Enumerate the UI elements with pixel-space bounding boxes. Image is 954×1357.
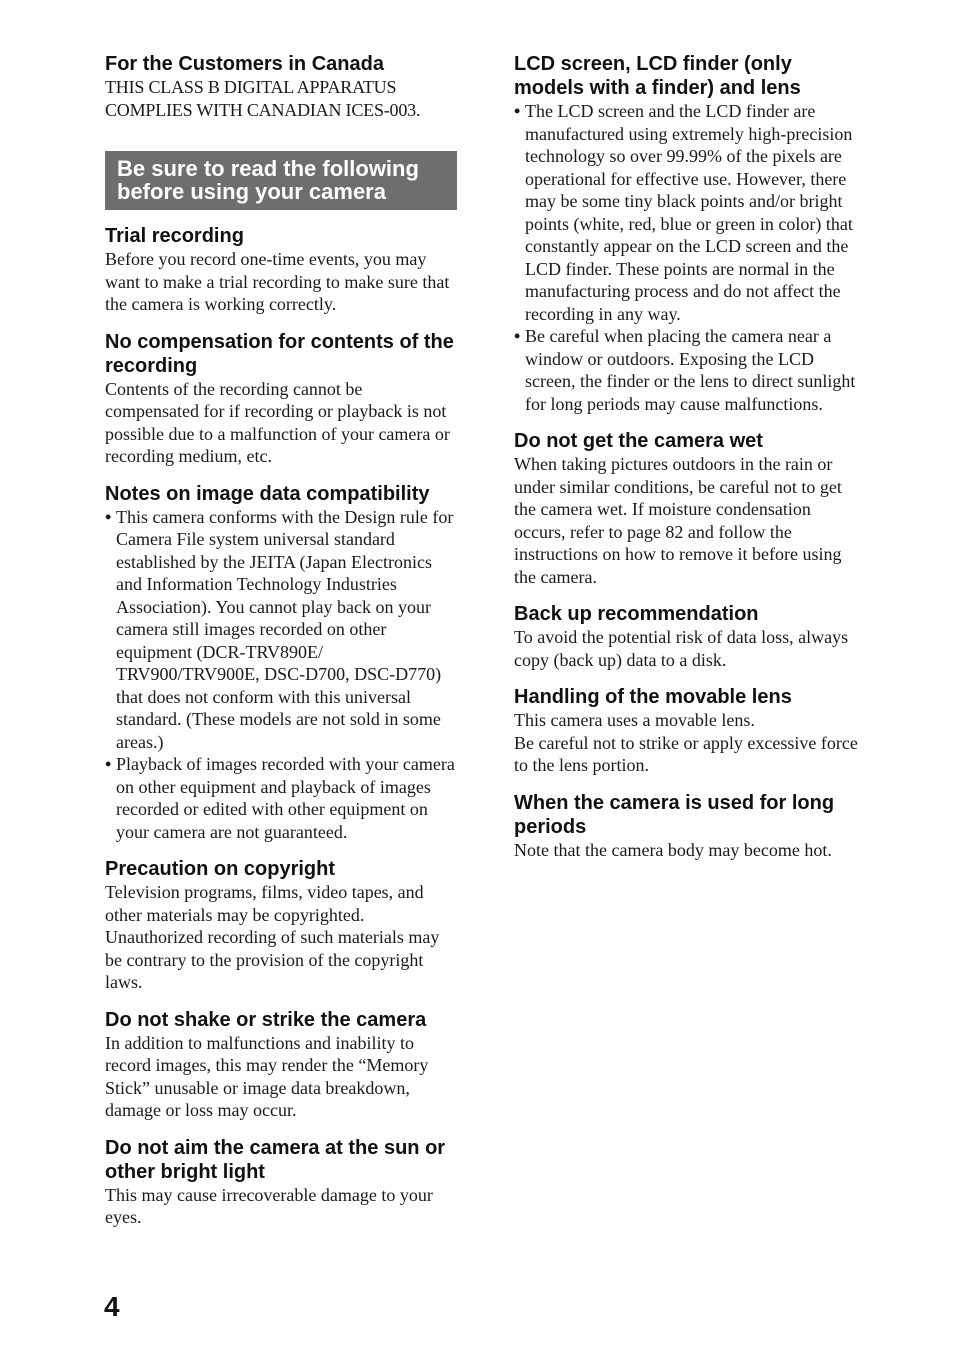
list-item: • This camera conforms with the Design rule for Camera File system universal standard established by the JEITA (Japan Electronics and Information Technology Industries Association). You cannot play back on your camera still images recorded on other equipment (DCR-TRV890E/ TRV900/TRV900E, DSC-D700, DSC-D770) that does not conform with this universal standard. (These models are not sold in some areas.) [105, 506, 457, 754]
long-use-heading: When the camera is used for long periods [514, 791, 835, 838]
trial-recording-section [105, 224, 457, 316]
sun-section [105, 1136, 457, 1229]
compensation-heading: No compensation for contents of the recording [105, 330, 454, 377]
lens-heading: Handling of the movable lens [514, 686, 792, 708]
trial-recording-text: Before you record one-time events, you may want to make a trial recording to make sure that the camera is working correctly. [105, 249, 450, 314]
wet-section [514, 429, 866, 588]
trial-recording-heading: Trial recording [105, 225, 244, 247]
copyright-heading: Precaution on copyright [105, 858, 336, 880]
list-item: • Be careful when placing the camera near a window or outdoors. Exposing the LCD screen, the finder or the lens to direct sunlight for long periods may cause malfunctions. [514, 325, 866, 415]
lens-text-line-1: This camera uses a movable lens. [514, 710, 755, 730]
list-item: • Playback of images recorded with your camera on other equipment and playback of images recorded or edited with other equipment on your camera are not guaranteed. [105, 753, 457, 843]
sun-heading: Do not aim the camera at the sun or other bright light [105, 1136, 446, 1183]
long-use-text: Note that the camera body may become hot. [514, 839, 832, 860]
wet-heading: Do not get the camera wet [514, 430, 763, 452]
copyright-text: Television programs, films, video tapes, and other materials may be copyrighted. Unauthorized recording of such materials may be contrary to the provision of the copyright laws. [105, 882, 440, 992]
backup-heading: Back up recommendation [514, 603, 759, 625]
canada-text: THIS CLASS B DIGITAL APPARATUS COMPLIES WITH CANADIAN ICES-003. [105, 77, 421, 120]
lcd-list [514, 100, 866, 415]
right-column [514, 52, 866, 875]
lcd-heading: LCD screen, LCD finder (only models with a finder) and lens [514, 53, 801, 99]
lcd-section [514, 52, 866, 415]
backup-text: To avoid the potential risk of data loss, always copy (back up) data to a disk. [514, 627, 849, 670]
section-banner [105, 151, 457, 210]
long-use-section [514, 791, 866, 862]
sun-text: This may cause irrecoverable damage to your eyes. [105, 1184, 433, 1227]
canada-notice [105, 52, 457, 121]
shake-text: In addition to malfunctions and inability to record images, this may render the “Memory Stick” unusable or image data breakdown, damage or loss may occur. [105, 1032, 429, 1120]
compatibility-section [105, 482, 457, 844]
shake-section [105, 1008, 457, 1122]
compatibility-heading: Notes on image data compatibility [105, 482, 430, 505]
list-item: • The LCD screen and the LCD finder are manufactured using extremely high-precision technology so over 99.99% of the pixels are operational for effective use. However, there may be some tiny black points and/or bright points (white, red, blue or green in color) that constantly appear on the LCD screen and the LCD finder. These points are normal in the manufacturing process and do not affect the recording in any way. [514, 100, 866, 325]
lens-text-line-2: Be careful not to strike or apply excessive force to the lens portion. [514, 732, 858, 775]
page-number: 4 [104, 1291, 120, 1322]
canada-heading: For the Customers in Canada [105, 53, 384, 75]
banner-line-1: Be sure to read the following [117, 156, 419, 181]
left-column [105, 52, 457, 1243]
compensation-section [105, 330, 457, 468]
lens-section [514, 685, 866, 777]
backup-section [514, 602, 866, 671]
copyright-section [105, 857, 457, 994]
compensation-text: Contents of the recording cannot be compensated for if recording or playback is not possible due to a malfunction of your camera or recording medium, etc. [105, 378, 450, 466]
compatibility-list [105, 506, 457, 844]
wet-text: When taking pictures outdoors in the rain or under similar conditions, be careful not to get the camera wet. If moisture condensation occurs, refer to page 82 and follow the instructions on how to remove it before using the camera. [514, 454, 842, 587]
banner-line-2: before using your camera [117, 179, 386, 204]
shake-heading: Do not shake or strike the camera [105, 1008, 427, 1031]
